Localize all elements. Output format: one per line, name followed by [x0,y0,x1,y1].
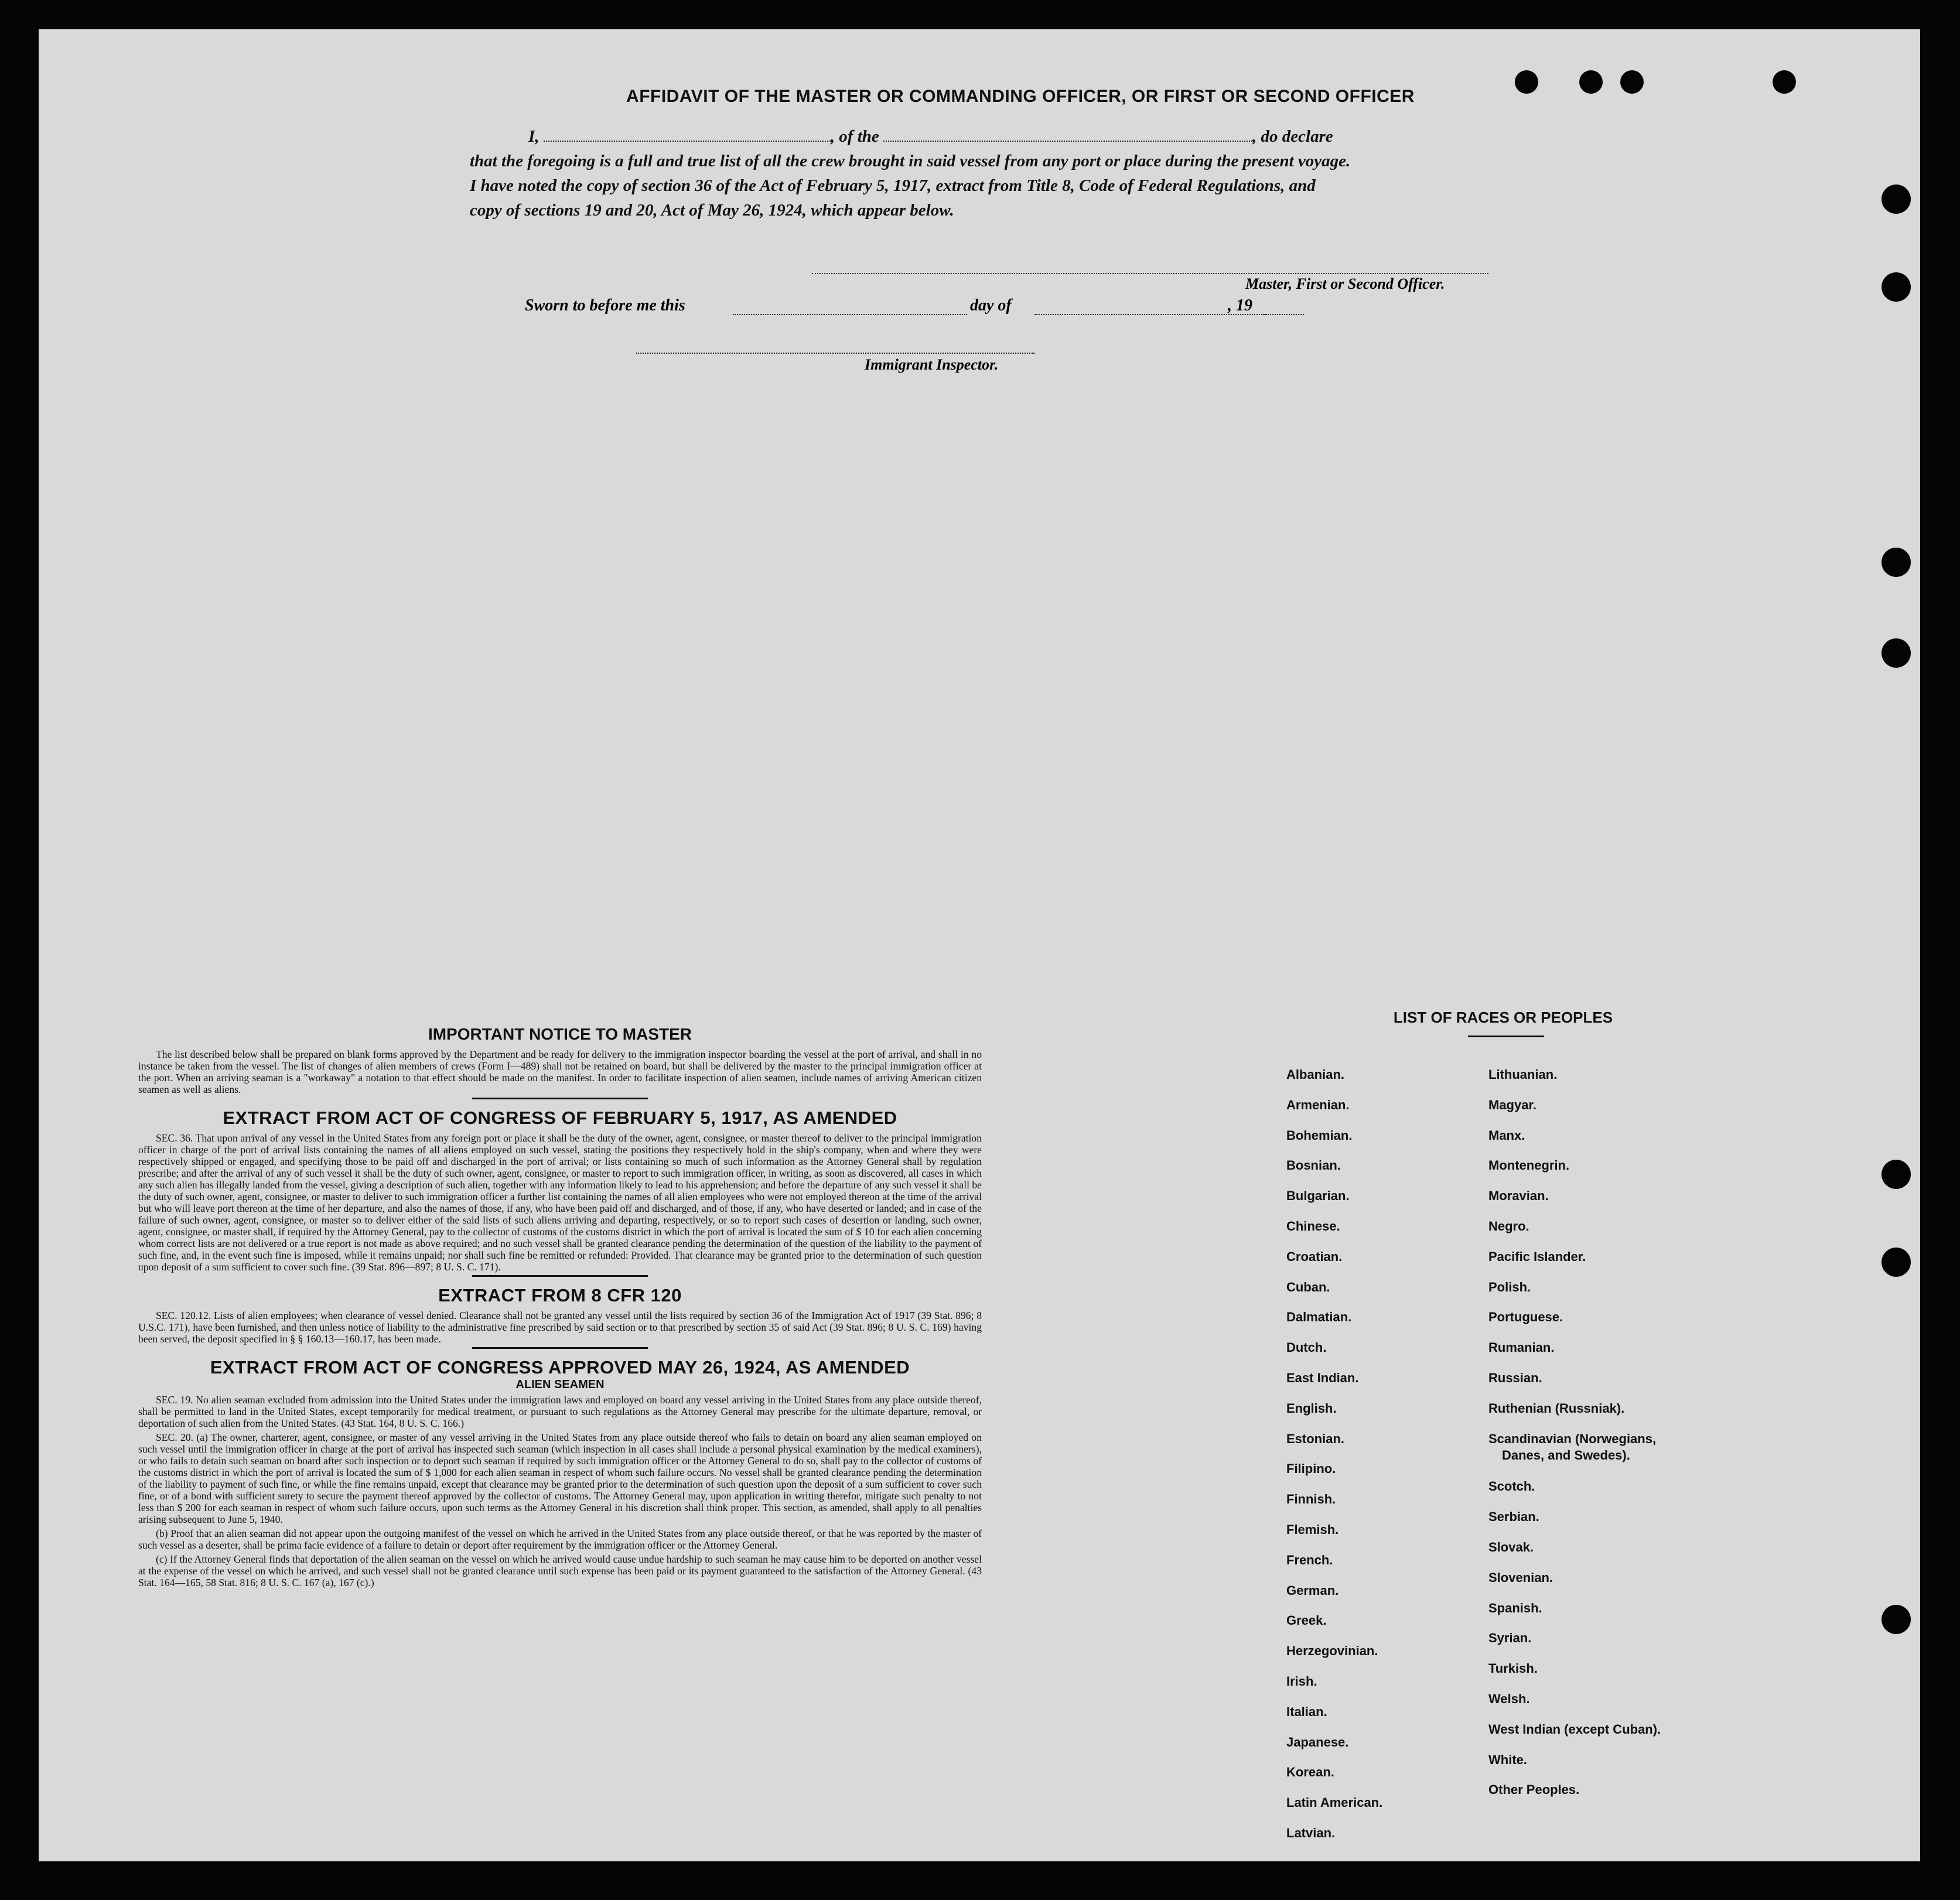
inspector-label: Immigrant Inspector. [865,356,999,373]
punch-hole [1882,1605,1911,1634]
divider [1468,1036,1544,1037]
race-item: Filipino. [1286,1461,1336,1477]
manifest-page [39,29,1920,1861]
punch-hole [1773,70,1796,94]
race-item: French. [1286,1552,1333,1567]
punch-hole [1579,70,1603,94]
race-item: Other Peoples. [1488,1782,1580,1798]
race-item: Estonian. [1286,1431,1345,1446]
race-item: Turkish. [1488,1661,1538,1676]
race-item: Flemish. [1286,1522,1339,1537]
affidavit-block [470,87,1571,223]
punch-hole [1882,184,1911,214]
race-item: Serbian. [1488,1509,1539,1525]
race-item: Herzegovinian. [1286,1643,1378,1659]
extract-cfr-title: EXTRACT FROM 8 CFR 120 [438,1285,682,1306]
race-item: Latvian. [1286,1826,1336,1840]
race-item: Armenian. [1286,1097,1350,1112]
vessel-name-blank[interactable] [883,129,1252,142]
punch-hole [1620,70,1644,94]
race-item: Korean. [1286,1765,1334,1780]
race-item: Russian. [1488,1371,1542,1385]
affidavit-title: AFFIDAVIT OF THE MASTER OR COMMANDING OFFICER, OR FIRST OR SECOND OFFICER [626,87,1415,106]
race-item: Albanian. [1286,1067,1345,1082]
divider [472,1347,648,1349]
race-item: Spanish. [1488,1600,1542,1615]
day-of-text: day of [970,296,1012,315]
divider [472,1098,648,1099]
notice-title: IMPORTANT NOTICE TO MASTER [428,1025,692,1043]
sec20c-text: (c) If the Attorney General finds that deportation of the alien seaman on the vessel on which he arrived would cause undue hardship to such seaman he may cause him to be deported on another vessel at the expense of the vessel on which he arrived, and such vessel shall not be granted clearance until such expense has been paid or its payment guaranteed to the satisfaction of the Attorney General. (43 Stat. 164—165, 58 Stat. 816; 8 U. S. C. 167 (a), 167 (c).) [138,1553,982,1588]
race-item: Italian. [1286,1704,1327,1719]
race-item: Welsh. [1488,1691,1530,1706]
race-item: Portuguese. [1488,1310,1563,1325]
race-item: Irish. [1286,1674,1317,1689]
race-item: Latin American. [1286,1795,1383,1810]
race-item: White. [1488,1752,1527,1767]
race-item: Croatian. [1286,1249,1343,1264]
affidavit-text-line: that the foregoing is a full and true list of all the crew brought in said vessel from any port or place during the present voyage. [470,152,1351,170]
punch-hole [1882,1248,1911,1277]
declarant-prefix: I, [528,127,539,146]
do-declare-text: , do declare [1252,127,1333,146]
race-item: Cuban. [1286,1279,1330,1294]
sworn-year-blank[interactable] [1263,314,1304,315]
race-item: Slovak. [1488,1540,1534,1554]
race-item: Montenegrin. [1488,1158,1570,1173]
extract-1924-title: EXTRACT FROM ACT OF CONGRESS APPROVED MAY 26, 1924, AS AMENDED [210,1357,910,1378]
extract-cfr-text: SEC. 120.12. Lists of alien employees; when clearance of vessel denied. Clearance shall not be granted any vessel until the lists required by section 36 of the Immigration Act of 1917 (39 Stat. 896; 8 U.S.C. 171), have been furnished, and then unless notice of liability to the administrative fine prescribed by said section or to that prescribed by section 35 of said Act (39 Stat. 896; 8 U. S. C. 169) having been served, the deposit specified in § § 160.13—160.17, has been made. [138,1310,982,1345]
race-item: Dalmatian. [1286,1310,1352,1325]
master-signature-label: Master, First or Second Officer. [1245,275,1445,292]
race-item: Dutch. [1286,1340,1327,1355]
punch-hole [1882,638,1911,668]
of-the-text: , of the [830,127,879,146]
extract-1917-title: EXTRACT FROM ACT OF CONGRESS OF FEBRUARY 5, 1917, AS AMENDED [223,1108,897,1128]
affidavit-text-line: I have noted the copy of section 36 of the Act of February 5, 1917, extract from Title 8, Code of Federal Regulations, and [470,176,1316,195]
race-item: German. [1286,1583,1339,1598]
declaration-line [528,124,1571,149]
race-item: Rumanian. [1488,1340,1555,1355]
sec20b-text: (b) Proof that an alien seaman did not appear upon the outgoing manifest of the vessel on which he arrived in the United States from any place outside thereof, or that he was reported by the master of such vessel as a deserter, shall be prima facie evidence of a failure to detain or deport after requirement by the immigration officer or the Attorney General. [138,1527,982,1551]
extract-1917-text: SEC. 36. That upon arrival of any vessel in the United States from any foreign port or place it shall be the duty of the owner, agent, consignee, or master thereof to deliver to the principal immigration officer in charge of the port of arrival lists containing the names of all aliens employed on such vessel, stating the positions they respectively hold in the ship's company, when and where they were respectively shipped or engaged, and specifying those to be paid off and discharged in the port of arrival; or lists containing so much of such information as the Attorney General shall by regulation prescribe; and after the arrival of any of such vessel it shall be the duty of such owner, agent, consignee, or master to report to such immigration officer, in writing, as soon as discovered, all cases in which any such alien has illegally landed from the vessel, giving a description of such alien, together with any information likely to lead to his apprehension; and before the departure of any such vessel it shall be the duty of such owner, agent, consignee, or master to deliver to such immigration officer a further list containing the names of all alien employees who were not employed thereon at the time of the arrival but who will leave port thereon at the time of her departure, and also the names of those, if any, who have been paid off and discharged, and of those, if any, who have deserted or landed; and in case of the failure of such owner, agent, consignee, or master so to deliver either of the said lists of such aliens arriving and departing, respectively, or so to report such cases of desertion or landing, such owner, agent, consignee, or master shall, if required by the Attorney General, pay to the collector of customs of the customs district in which the port of arrival is located the sum of $ 10 for each alien concerning whom correct lists are not delivered or a true report is not made as above required; and no such vessel shall be granted clearance pending the determination of the question of the liability to the payment of such fine, and, in the event such fine is imposed, while it remains unpaid; nor shall such fine be remitted or refunded: Provided. That clearance may be granted prior to the determination of such question upon deposit of a sum sufficient to cover such fine. (39 Stat. 896—897; 8 U. S. C. 171). [138,1132,982,1273]
sworn-day-blank[interactable] [733,314,967,315]
race-item: Moravian. [1488,1188,1549,1204]
punch-hole [1882,548,1911,577]
race-item: Finnish. [1286,1492,1336,1507]
legal-notices [138,1025,982,1591]
race-item: English. [1286,1400,1337,1416]
race-item: Chinese. [1286,1219,1340,1233]
race-item: Syrian. [1488,1631,1532,1646]
race-item: Japanese. [1286,1734,1349,1749]
race-item: Ruthenian (Russniak). [1488,1400,1625,1416]
alien-seamen-subtitle: ALIEN SEAMEN [515,1378,605,1391]
sworn-text: Sworn to before me this [525,296,685,315]
master-signature-line[interactable] [812,273,1488,274]
race-item: East Indian. [1286,1371,1359,1385]
race-item: Greek. [1286,1613,1327,1628]
race-item: Manx. [1488,1127,1525,1143]
race-item: Negro. [1488,1219,1529,1233]
race-item: Bohemian. [1286,1127,1353,1143]
race-item: Slovenian. [1488,1570,1553,1585]
race-item: Scotch. [1488,1479,1535,1494]
race-item: Danes, and Swedes). [1502,1447,1630,1462]
race-item: Scandinavian (Norwegians, [1488,1431,1657,1446]
declarant-name-blank[interactable] [544,129,831,142]
races-title: LIST OF RACES OR PEOPLES [1393,1009,1613,1026]
race-item: Lithuanian. [1488,1067,1558,1082]
punch-hole [1882,272,1911,302]
race-item: Bosnian. [1286,1158,1341,1173]
race-item: West Indian (except Cuban). [1488,1721,1661,1737]
affidavit-text-line: copy of sections 19 and 20, Act of May 26, 1924, which appear below. [470,201,954,220]
race-item: Polish. [1488,1279,1531,1294]
punch-hole [1882,1160,1911,1189]
race-item: Bulgarian. [1286,1188,1350,1204]
race-item: Magyar. [1488,1097,1536,1112]
notice-text: The list described below shall be prepared on blank forms approved by the Department and be ready for delivery to the immigration inspector boarding the vessel at the port of arrival, and shall in no instance be taken from the vessel. The list of changes of alien members of crews (Form I—489) shall not be retained on board, but shall be delivered by the master to the principal immigration officer at the port. When an arriving seaman is a "workaway" a notation to that effect should be made on the manifest. In order to facilitate inspection of alien seamen, include names of arriving American citizen seamen as well as aliens. [138,1048,982,1095]
year-text: , 19 [1228,296,1252,315]
divider [472,1275,648,1277]
race-item: Pacific Islander. [1488,1249,1586,1264]
sec19-text: SEC. 19. No alien seaman excluded from admission into the United States under the immigration laws and employed on board any vessel arriving in the United States from any place outside thereof, shall be permitted to land in the United States, except temporarily for medical treatment, or pursuant to such regulations as the Attorney General may prescribe for the ultimate departure, removal, or deportation of such alien from the United States. (43 Stat. 164, 8 U. S. C. 166.) [138,1394,982,1429]
sec20a-text: SEC. 20. (a) The owner, charterer, agent, consignee, or master of any vessel arriving in the United States from any place outside thereof who fails to detain on board any alien seaman employed on such vessel until the immigration officer in charge at the port of arrival has inspected such seaman (which inspection in all cases shall include a personal physical examination by the medical examiners), or who fails to detain such seaman on board after such inspection or to deport such seaman if required by such immigration officer or the Attorney General to do so, shall pay to the collector of customs of the customs district in which the port of arrival is located the sum of $ 1,000 for each alien seaman in respect of whom such failure occurs. No vessel shall be granted clearance pending the determination of the liability to payment of such fine, or while the fine remains unpaid, except that clearance may be granted prior to the determination of such question upon the deposit of a sum sufficient to cover such fine, or of a bond with sufficient surety to secure the payment thereof approved by the collector of customs. The Attorney General may, upon application in writing therefor, mitigate such penalty to not less than $ 200 for each seaman in respect of whom such failure occurs, upon such terms as the Attorney General in his discretion shall think proper. This section, as amended, shall apply to all penalties arising subsequent to June 5, 1940. [138,1431,982,1525]
inspector-signature-line[interactable] [636,353,1034,354]
